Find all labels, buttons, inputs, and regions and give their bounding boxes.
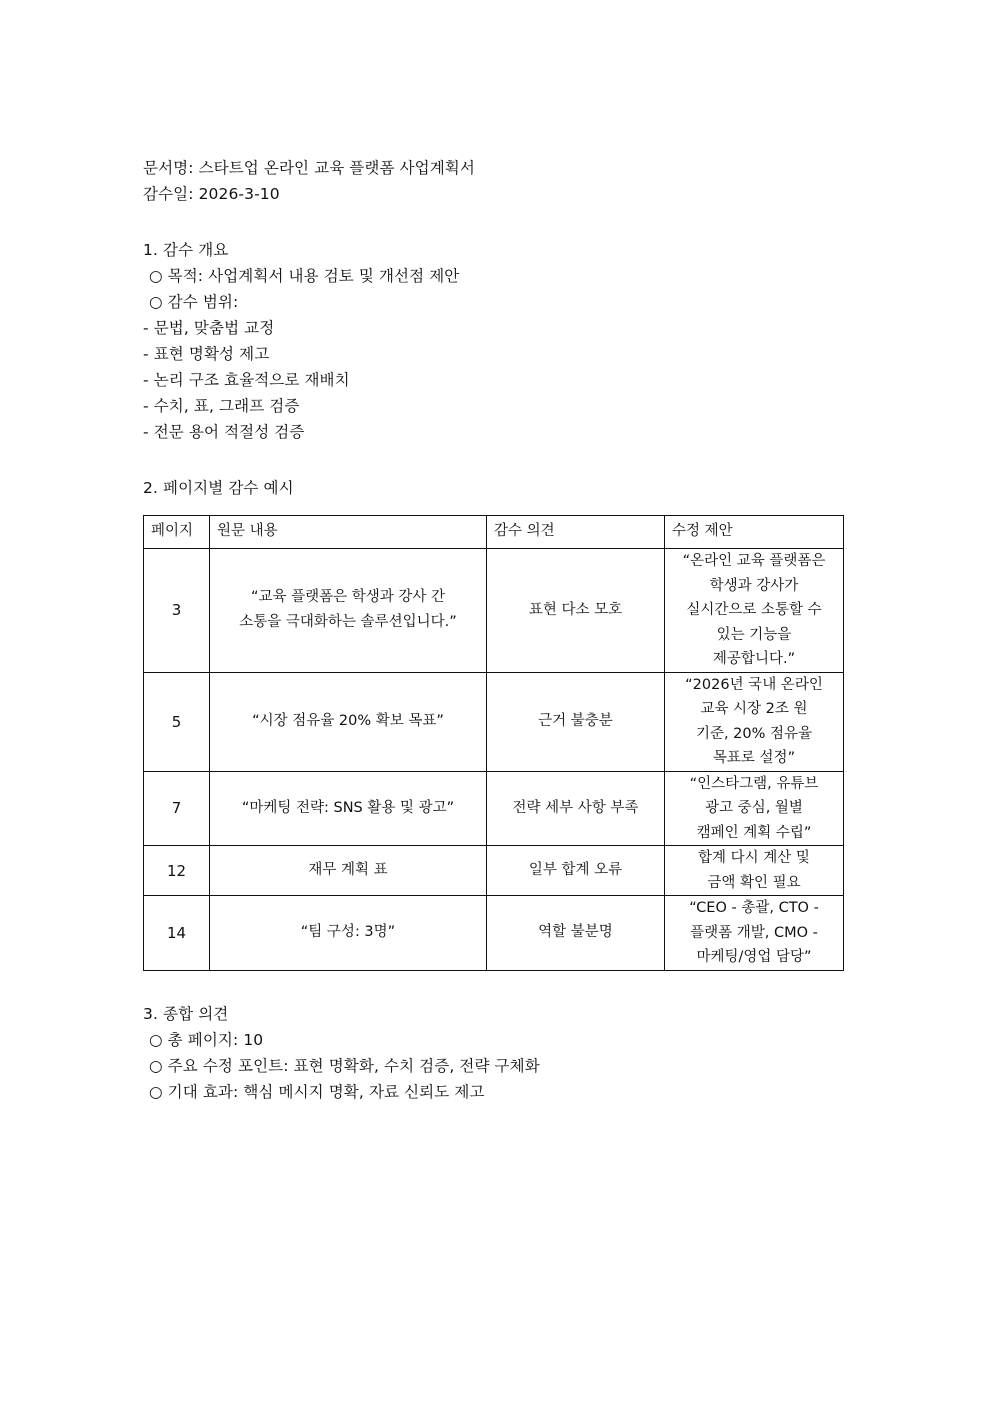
column-header-page: 페이지 — [144, 516, 210, 549]
cell-line: “팀 구성: 3명” — [300, 924, 396, 941]
page-review-table — [143, 515, 844, 971]
cell-line: 목표로 설정” — [712, 750, 796, 766]
cell-source — [210, 672, 487, 771]
cell-line: 교육 시장 2조 원 — [700, 701, 808, 717]
table-row — [144, 672, 844, 771]
spacer — [143, 207, 852, 237]
cell-line: 실시간으로 소통할 수 — [686, 602, 822, 618]
spacer — [143, 445, 852, 475]
section1-scope-item: - 논리 구조 효율적으로 재배치 — [143, 371, 350, 389]
cell-page: 14 — [144, 896, 210, 971]
cell-line: “마케팅 전략: SNS 활용 및 광고” — [241, 799, 455, 816]
cell-line: “2026년 국내 온라인 — [685, 676, 823, 693]
cell-fix — [665, 771, 844, 846]
cell-fix — [665, 672, 844, 771]
cell-line: “시장 점유율 20% 확보 목표” — [252, 713, 444, 729]
table-row — [144, 549, 844, 673]
document-meta — [143, 155, 852, 207]
cell-review: 전략 세부 사항 부족 — [487, 771, 665, 846]
document-title-line: 문서명: 스타트업 온라인 교육 플랫폼 사업계획서 — [143, 159, 475, 177]
cell-fix — [665, 896, 844, 971]
cell-line: 제공합니다.” — [712, 651, 796, 667]
section1-scope-item: - 수치, 표, 그래프 검증 — [143, 397, 300, 415]
section3-item: ○ 기대 효과: 핵심 메시지 명확, 자료 신뢰도 제고 — [149, 1082, 485, 1101]
section1-scope-item: - 문법, 맞춤법 교정 — [143, 319, 275, 337]
cell-line: 합계 다시 계산 및 — [698, 850, 810, 866]
cell-line: 마케팅/영업 담당” — [696, 949, 812, 965]
section1-scope-item: - 전문 용어 적절성 검증 — [143, 423, 305, 441]
cell-page: 7 — [144, 771, 210, 846]
column-header-source: 원문 내용 — [210, 516, 487, 549]
cell-page: 12 — [144, 846, 210, 896]
cell-line: 소통을 극대화하는 솔루션입니다.” — [239, 614, 457, 631]
cell-line: 있는 기능을 — [716, 626, 792, 643]
cell-fix — [665, 549, 844, 673]
cell-line: 재무 계획 표 — [308, 862, 388, 878]
cell-line: “CEO - 총괄, CTO - — [689, 900, 819, 916]
cell-page: 3 — [144, 549, 210, 673]
section-review-overview — [143, 237, 852, 445]
cell-fix — [665, 846, 844, 896]
table-header-row — [144, 516, 844, 549]
cell-source — [210, 896, 487, 971]
cell-line: 금액 확인 필요 — [707, 874, 801, 891]
cell-line: 플랫폼 개발, CMO - — [690, 924, 818, 941]
table-row — [144, 896, 844, 971]
section3-item: ○ 총 페이지: 10 — [149, 1030, 264, 1049]
section3-heading: 3. 종합 의견 — [143, 1004, 229, 1023]
section1-scope-label: ○ 감수 범위: — [149, 293, 239, 311]
cell-line: 캠페인 계획 수립” — [696, 824, 812, 841]
cell-review: 근거 불충분 — [487, 672, 665, 771]
table-row — [144, 771, 844, 846]
section1-purpose: ○ 목적: 사업계획서 내용 검토 및 개선점 제안 — [149, 267, 460, 285]
cell-line: “온라인 교육 플랫폼은 — [682, 553, 826, 569]
document-date-line: 감수일: 2026-3-10 — [143, 185, 280, 203]
section3-item: ○ 주요 수정 포인트: 표현 명확화, 수치 검증, 전략 구체화 — [149, 1056, 540, 1075]
cell-line: 광고 중심, 월별 — [705, 800, 803, 816]
table-row — [144, 846, 844, 896]
column-header-review: 감수 의견 — [487, 516, 665, 549]
section1-heading: 1. 감수 개요 — [143, 241, 229, 259]
cell-source — [210, 846, 487, 896]
section-overall-opinion — [143, 1001, 852, 1105]
spacer — [143, 971, 852, 1001]
cell-source — [210, 549, 487, 673]
cell-line: “인스타그램, 유튜브 — [689, 775, 819, 792]
cell-review: 표현 다소 모호 — [487, 549, 665, 673]
column-header-fix: 수정 제안 — [665, 516, 844, 549]
cell-page: 5 — [144, 672, 210, 771]
cell-line: 기준, 20% 점유율 — [695, 725, 813, 742]
section-page-review-examples — [143, 475, 852, 971]
section1-scope-item: - 표현 명확성 제고 — [143, 345, 270, 363]
cell-line: “교육 플랫폼은 학생과 강사 간 — [250, 589, 446, 606]
cell-line: 학생과 강사가 — [709, 577, 799, 594]
cell-review: 일부 합계 오류 — [487, 846, 665, 896]
section2-heading: 2. 페이지별 감수 예시 — [143, 479, 294, 497]
cell-source — [210, 771, 487, 846]
cell-review: 역할 불분명 — [487, 896, 665, 971]
